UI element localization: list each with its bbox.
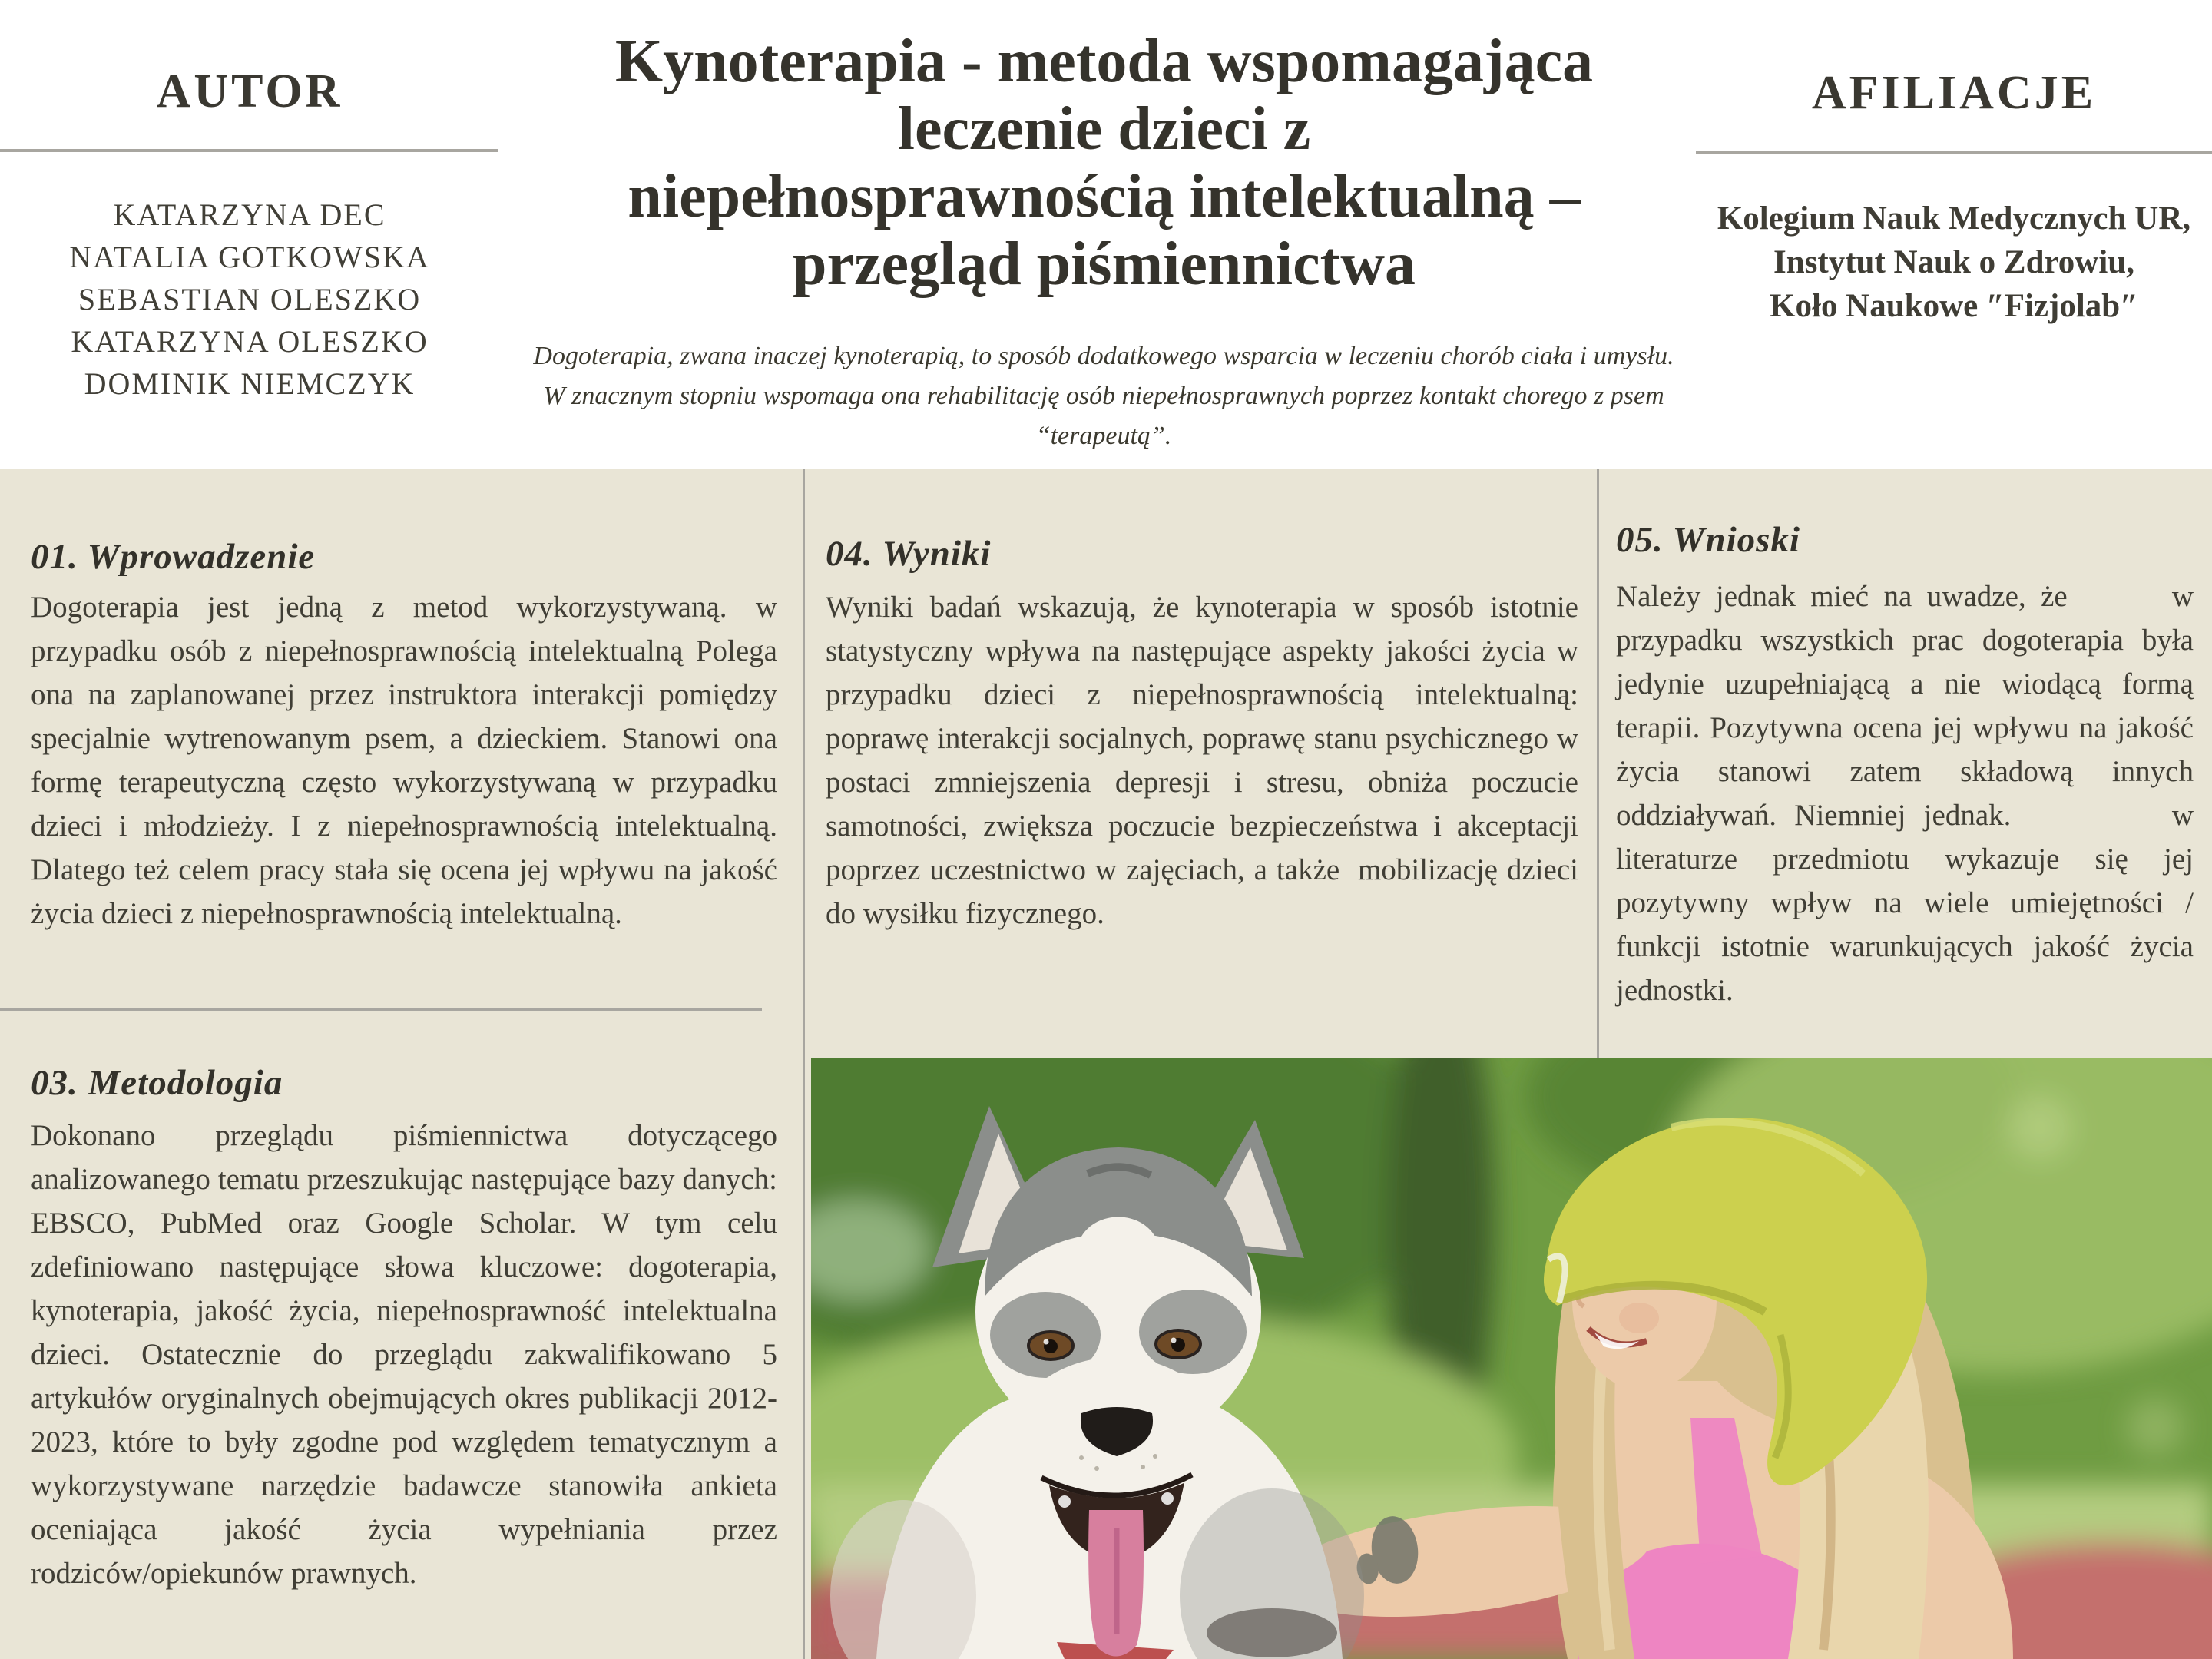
title-line: leczenie dzieci z	[897, 95, 1311, 163]
intro-body: Dogoterapia jest jedną z metod wykorzystywaną. w przypadku osób z niepełnosprawnością intelektualną Polega ona na zaplanowanej przez instruktora interakcji pomiędzy specjalnie wytrenowanym psem, a dzieckiem. Stanowi ona formę terapeutyczną często wykorzystywaną w przypadku dzieci i młodzieży. I z niepełnosprawnością intelektualną. Dlatego też celem pracy stała się ocena jej wpływu na jakość życia dzieci z niepełnosprawnością intelektualną.	[31, 591, 777, 930]
eye-glint	[1171, 1338, 1177, 1343]
bokeh-spot	[2008, 1095, 2072, 1160]
conclusions-heading: 05. Wnioski	[1616, 520, 1800, 560]
title-line: Kynoterapia - metoda wspomagająca	[614, 28, 1594, 95]
whisker-dot	[1141, 1465, 1145, 1469]
photo-dog-and-woman	[811, 1058, 2212, 1659]
whisker-dot	[1079, 1455, 1084, 1460]
tooth	[1161, 1492, 1174, 1505]
bokeh-spot	[2126, 1398, 2184, 1456]
column-introduction	[31, 469, 777, 1659]
intro-heading: 01. Wprowadzenie	[31, 537, 316, 577]
methodology-body: Dokonano przeglądu piśmiennictwa dotyczącego analizowanego tematu przeszukując następujące bazy danych: EBSCO, PubMed oraz Google Scholar. W tym celu zdefiniowano następujące słowa kluczowe: dogoterapia, kynoterapia, jakość życia, niepełnosprawność intelektualna dzieci. Ostatecznie do przeglądu zakwalifikowano 5 artykułów oryginalnych obejmujących okres publikacji 2012-2023, które to były zgodne pod względem tematycznym a wykorzystywane narzędzie badawcze stanowiła ankieta oceniająca jakość życia wypełniania przez rodziców/opiekunów prawnych.	[31, 1119, 777, 1590]
conclusions-body: Należy jednak mieć na uwadze, że w przypadku wszystkich prac dogoterapia była jedynie uzupełniającą a nie wiodącą formą terapii. Pozytywna ocena jej wpływu na jakość życia stanowi zatem składową innych oddziaływań. Niemniej jednak. w literaturze przedmiotu wykazuje się jej pozytywny wpływ na wiele umiejętności / funkcji istotnie warunkujących jakość życia jednostki.	[1616, 580, 2194, 1007]
affiliation-section	[1696, 0, 2212, 469]
affiliation-line: Kolegium Nauk Medycznych UR,	[1717, 200, 2191, 237]
affiliation-line: Instytut Nauk o Zdrowiu,	[1773, 244, 2134, 280]
author-list	[0, 194, 499, 405]
affiliation-list	[1696, 197, 2212, 328]
poster-subtitle: Dogoterapia, zwana inaczej kynoterapią, to sposób dodatkowego wsparcia w leczeniu chorób ciała i umysłu. W znacznym stopniu wspomaga ona rehabilitację osób niepełnosprawnych poprzez kontakt chorego z psem “terapeutą”.	[533, 342, 1674, 450]
author-name: KATARZYNA OLESZKO	[71, 324, 429, 359]
column-divider-left	[803, 469, 805, 1659]
poster-title	[511, 28, 1697, 298]
author-section-title: AUTOR	[156, 65, 343, 118]
tooth	[1058, 1495, 1071, 1508]
whisker-dot	[1094, 1466, 1099, 1471]
dog-eye-patch-right	[1139, 1290, 1247, 1374]
whisker-dot	[1153, 1454, 1157, 1459]
author-rule	[0, 149, 498, 152]
methodology-heading: 03. Metodologia	[31, 1063, 283, 1103]
title-line: przegląd piśmiennictwa	[792, 230, 1416, 298]
affiliation-rule	[1696, 151, 2212, 154]
author-section	[0, 0, 499, 469]
results-body: Wyniki badań wskazują, że kynoterapia w sposób istotnie statystyczny wpływa na następujące aspekty jakości życia w przypadku dzieci z niepełnosprawnością intelektualną: poprawę interakcji socjalnych, poprawę stanu psychicznego w postaci zmniejszenia depresji i stresu, obniża poczucie samotności, zwiększa poczucie bezpieczeństwa i akceptacji poprzez uczestnictwo w zajęciach, a także mobilizację dzieci do wysiłku fizycznego.	[826, 591, 1578, 930]
author-name: SEBASTIAN OLESZKO	[78, 282, 422, 316]
author-name: DOMINIK NIEMCZYK	[84, 366, 416, 401]
title-line: niepełnosprawnością intelektualną –	[628, 163, 1581, 230]
cheek-blush	[1619, 1303, 1659, 1333]
column-divider-right	[1597, 469, 1599, 1058]
affiliation-line: Koło Naukowe ″Fizjolab″	[1770, 288, 2138, 324]
affiliation-section-title: AFILIACJE	[1811, 67, 2097, 119]
author-name: NATALIA GOTKOWSKA	[69, 240, 430, 274]
header	[0, 0, 2212, 469]
results-heading: 04. Wyniki	[826, 534, 992, 574]
photo-illustration	[811, 1058, 2212, 1659]
title-section	[511, 0, 1697, 469]
eye-glint	[1044, 1339, 1049, 1345]
harness-strap	[1207, 1608, 1337, 1657]
author-name: KATARZYNA DEC	[113, 197, 386, 232]
